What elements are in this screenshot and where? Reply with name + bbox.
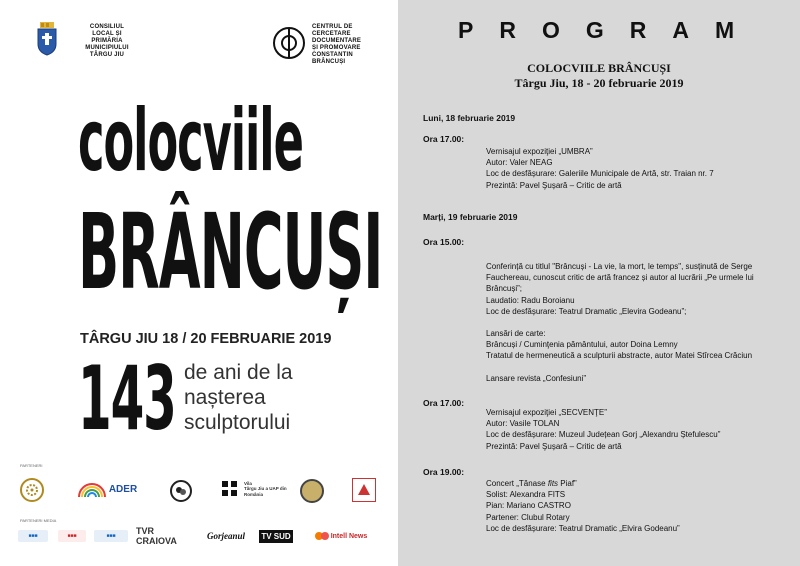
title-brancusi: BRÂNCUȘI — [78, 191, 383, 313]
rainbow-icon — [77, 480, 107, 498]
detail-line: Vernisajul expoziţiei „UMBRA” — [486, 147, 593, 156]
detail-line: Partener: Clubul Rotary — [486, 512, 570, 522]
day1-time: Ora 17.00: — [423, 134, 465, 144]
radio-romania-logo-1: ■■■ — [18, 530, 48, 542]
research-center-name: CENTRUL DE CERCETARE DOCUMENTARE ȘI PROMOVARE CONSTANTIN BRÂNCUȘI — [312, 24, 362, 65]
theatre-masks-logo-icon — [170, 480, 192, 502]
coat-of-arms-icon — [36, 22, 58, 56]
media-partners-label: PARTENERI MEDIA — [20, 518, 57, 523]
anniversary-text: de ani de la nașterea sculptorului — [184, 361, 293, 434]
vila-icon — [220, 479, 240, 499]
ader-text: ADER — [108, 483, 138, 495]
detail-line: Prezintă: Pavel Şușară – Critic de artă — [486, 180, 622, 190]
museum-logo-icon — [300, 479, 324, 503]
day2-exhibition-details — [486, 407, 786, 452]
day2-date: Marți, 19 februarie 2019 — [423, 212, 518, 222]
book-item: Tratatul de hermeneutică a sculpturii abstracte, autor Matei Stîrcea Crăciun — [486, 351, 753, 361]
detail-line: Pian: Mariano CASTRO — [486, 501, 571, 511]
detail-line: Loc de desfășurare: Teatrul Dramatic „Elvira Godeanu” — [486, 523, 680, 533]
program-heading: PROGRAM — [458, 17, 761, 43]
council-name: CONSILIUL LOCAL ȘI PRIMĂRIA MUNICIPIULUI TÂRGU JIU — [85, 24, 129, 58]
conference-text: Conferință cu titlul "Brâncuși - La vie, la mort, le temps", susținută de Serge Fauchereau, cunoscut critic de artă francez și autor al lucrării „Pe urmele lui Brâncuși”; — [486, 262, 754, 294]
radio-romania-logo-2: ■■■ — [58, 530, 86, 542]
detail-line: Laudatio: Radu Boroianu — [486, 295, 575, 305]
poster-panel — [0, 0, 398, 566]
detail-line: Vernisajul expoziţiei „SECVENŢE” — [486, 408, 607, 417]
vila-uap-logo — [220, 478, 300, 500]
day2-conference-details — [486, 261, 786, 384]
detail-line: Loc de desfășurare: Galeriile Municipale de Artă, str. Traian nr. 7 — [486, 169, 714, 179]
event-dates: TÂRGU JIU 18 / 20 FEBRUARIE 2019 — [80, 331, 332, 347]
detail-line: Autor: Valer NEAG — [486, 158, 553, 168]
anniversary-number: 143 — [78, 347, 176, 450]
gorjeanul-logo: Gorjeanul — [206, 531, 245, 541]
event-subtitle: Târgu Jiu, 18 - 20 februarie 2019 — [514, 76, 684, 90]
intell-news-logo: Intell News — [306, 529, 376, 543]
brancusi-center-logo-icon — [272, 26, 306, 60]
detail-line: Loc de desfășurare: Muzeul Județean Gorj „Alexandru Ștefulescu” — [486, 430, 721, 440]
magazine-launch: Lansare revista „Confesiuni” — [486, 373, 587, 383]
title-colocviile: colocviile — [78, 91, 303, 191]
intell-icon — [315, 531, 329, 541]
day2-time-1: Ora 15.00: — [423, 237, 465, 247]
book-launch-title: Lansări de carte: — [486, 329, 546, 339]
detail-line: Autor: Vasile TOLAN — [486, 419, 560, 429]
vila-text: Vila Târgu Jiu a UAP din România — [244, 480, 287, 497]
tvr-craiova-logo: TVR CRAIOVA — [136, 526, 177, 546]
day2-time-2: Ora 17.00: — [423, 398, 465, 408]
book-item: Brâncuși / Cuminţenia pământului, autor Doina Lemny — [486, 340, 678, 350]
concert-title: Concert „Tănase fits Piaf” — [486, 479, 577, 488]
partners-label: PARTENERI — [20, 463, 43, 468]
tv-sud-logo: TV SUD — [259, 530, 293, 543]
association-logo-icon — [352, 478, 376, 502]
ader-logo — [74, 478, 140, 500]
event-title: COLOCVIILE BRÂNCUȘI — [527, 61, 671, 75]
detail-line: Solist: Alexandra FITS — [486, 490, 566, 500]
radio-romania-logo-3: ■■■ — [94, 530, 128, 542]
day2-time-3: Ora 19.00: — [423, 467, 465, 477]
day2-concert-details — [486, 478, 786, 534]
rotary-logo-icon — [20, 478, 44, 502]
day1-event-details — [486, 146, 786, 191]
detail-line: Prezintă: Pavel Şușară – Critic de artă — [486, 441, 622, 451]
detail-line: Loc de desfășurare: Teatrul Dramatic „Elevira Godeanu”; — [486, 306, 687, 316]
day1-date: Luni, 18 februarie 2019 — [423, 113, 516, 123]
